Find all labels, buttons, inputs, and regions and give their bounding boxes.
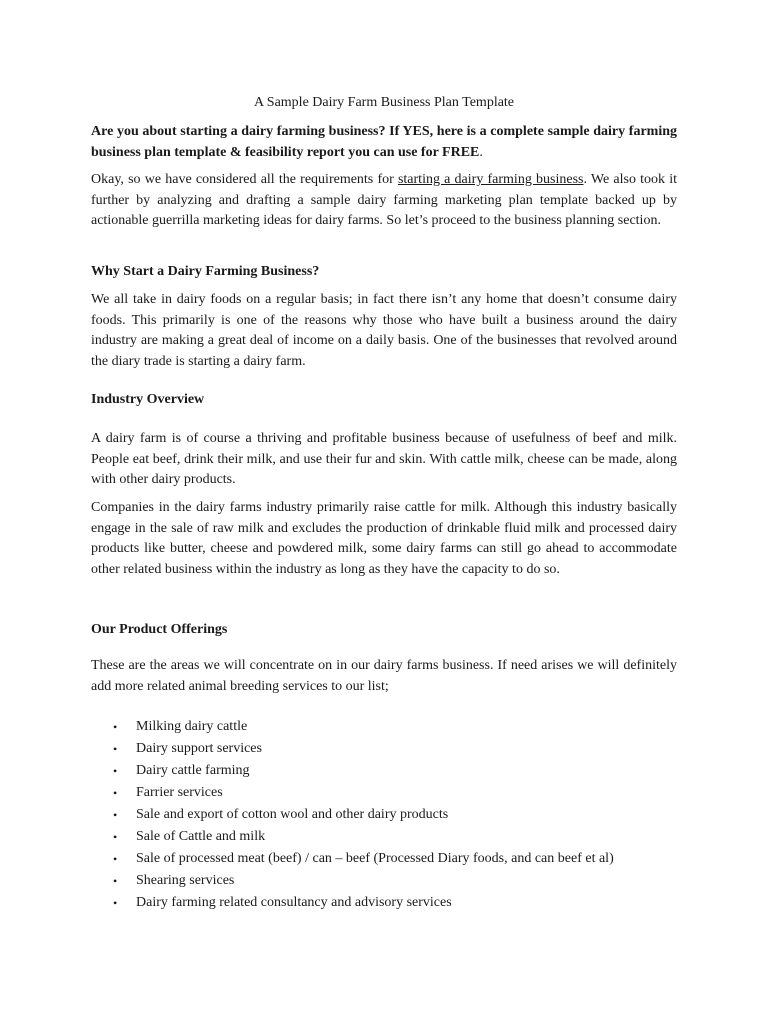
section-products-body: These are the areas we will concentrate on in our dairy farms business. If need arises we will definitely add more related animal breeding services to our list; — [91, 658, 677, 694]
bullet-icon: • — [113, 786, 118, 800]
section-products — [91, 621, 677, 639]
section-why-body: We all take in dairy foods on a regular basis; in fact there isn’t any home that doesn’t consume dairy foods. This primarily is one of the reasons why those who have built a business around the dairy industry are making a great deal of income on a daily basis. One of the businesses that revolved around the diary trade is starting a dairy farm. — [91, 292, 677, 369]
list-item: • Shearing services — [91, 870, 677, 892]
intro-paragraph-end: . We also took it further by analyzing and drafting a sample dairy farming marketing plan template backed up by actionable guerrilla marketing ideas for dairy farms. So let’s proceed to the business planning section. — [91, 172, 677, 228]
intro-question-text: Are you about starting a dairy farming business? If YES, here is a complete sample dairy farming business plan template & feasibility report you can use for FREE — [91, 124, 677, 160]
bullet-icon: • — [113, 874, 118, 888]
document-title: A Sample Dairy Farm Business Plan Template — [253, 95, 515, 110]
list-item: • Sale of Cattle and milk — [91, 826, 677, 848]
intro-paragraph-start: Okay, so we have considered all the requirements for — [91, 172, 398, 187]
section-products-heading: Our Product Offerings — [91, 622, 228, 637]
section-industry-heading: Industry Overview — [91, 392, 205, 407]
bullet-icon: • — [113, 720, 118, 734]
starting-dairy-farming-link[interactable]: starting a dairy farming business — [397, 172, 584, 187]
section-industry — [91, 391, 677, 409]
intro-question — [91, 122, 677, 163]
bullet-icon: • — [113, 896, 118, 910]
intro-paragraph — [91, 170, 677, 232]
list-item: • Dairy support services — [91, 738, 677, 760]
bullet-icon: • — [113, 830, 118, 844]
section-industry-body-1: A dairy farm is of course a thriving and profitable business because of usefulness of beef and milk. People eat beef, drink their milk, and use their fur and skin. With cattle milk, cheese can be made, along with other dairy products. — [91, 431, 677, 487]
section-industry-body-2: Companies in the dairy farms industry primarily raise cattle for milk. Although this industry basically engage in the sale of raw milk and excludes the production of drinkable fluid milk and processed dairy products like butter, cheese and powdered milk, some dairy farms can still go ahead to accommodate other related business within the industry as long as they have the capacity to do so. — [91, 500, 677, 577]
bullet-icon: • — [113, 852, 118, 866]
list-item: • Milking dairy cattle — [91, 716, 677, 738]
list-item: • Farrier services — [91, 782, 677, 804]
list-item: • Sale of processed meat (beef) / can – beef (Processed Diary foods, and can beef et al) — [91, 848, 677, 870]
list-item: • Dairy farming related consultancy and advisory services — [91, 892, 677, 914]
list-item: • Dairy cattle farming — [91, 760, 677, 782]
section-why — [91, 263, 677, 281]
list-item: • Sale and export of cotton wool and other dairy products — [91, 804, 677, 826]
product-offerings-list — [91, 716, 677, 914]
bullet-icon: • — [113, 742, 118, 756]
bullet-icon: • — [113, 808, 118, 822]
intro-question-end: . — [479, 144, 483, 160]
bullet-icon: • — [113, 764, 118, 778]
section-why-heading: Why Start a Dairy Farming Business? — [91, 264, 320, 279]
